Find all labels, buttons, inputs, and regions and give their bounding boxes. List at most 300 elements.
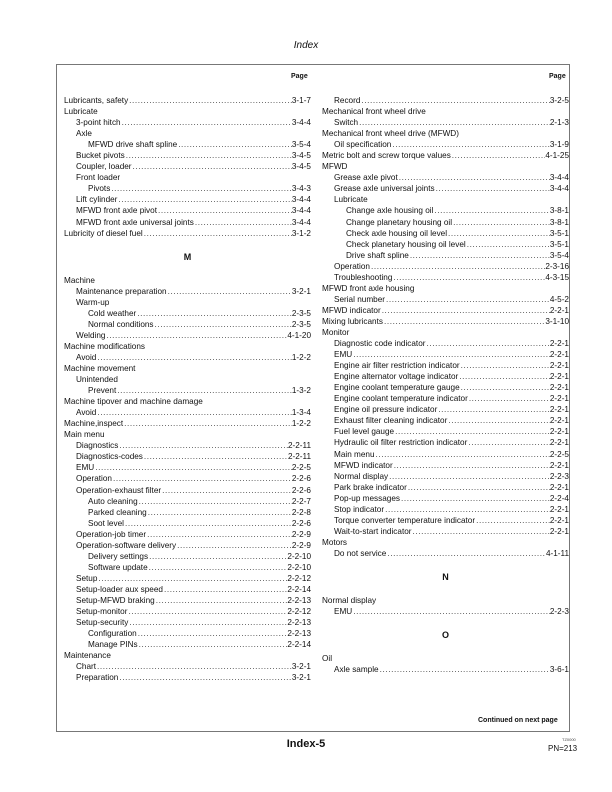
dot-leader — [137, 628, 288, 639]
index-entry-page: 2-2-11 — [287, 441, 311, 451]
index-entry — [64, 106, 311, 117]
index-entry-page: 2-2-1 — [549, 438, 569, 448]
index-entry-text: Operation-software delivery — [76, 540, 177, 550]
index-entry-text: Monitor — [322, 327, 350, 337]
index-entry-text: Grease axle universal joints — [334, 184, 435, 194]
index-entry — [322, 172, 569, 183]
index-entry-page: 2-2-1 — [549, 515, 569, 525]
dot-leader — [392, 272, 545, 283]
footer-pn: PN=213 — [548, 744, 578, 753]
index-entry-text: Lubricants, safety — [64, 96, 129, 105]
dot-leader — [425, 338, 549, 349]
dot-leader — [176, 540, 292, 551]
index-entry-page: 3-4-4 — [291, 118, 311, 128]
index-entry-text: Delivery settings — [88, 551, 149, 561]
index-entry — [322, 471, 569, 482]
index-entry — [322, 349, 569, 360]
index-entry-page: 3-2-1 — [291, 286, 311, 296]
index-entry-page: 2-2-1 — [549, 405, 569, 415]
index-letter-heading: O — [441, 630, 449, 641]
index-entry — [322, 537, 569, 548]
index-entry-page: 2-2-3 — [549, 471, 569, 481]
dot-leader — [110, 183, 292, 194]
index-entry — [64, 308, 311, 319]
index-entry — [64, 562, 311, 573]
index-entry-text: Diagnostic code indicator — [334, 339, 426, 349]
dot-leader — [118, 672, 292, 683]
index-entry-text: Setup-MFWD braking — [76, 595, 155, 605]
index-entry-page: 2-2-9 — [291, 529, 311, 539]
index-entry-page: 3-8-1 — [549, 206, 569, 216]
index-entry-text: Unintended — [76, 375, 118, 385]
index-entry-text: Setup-monitor — [76, 607, 128, 617]
dot-leader — [460, 382, 550, 393]
index-entry — [322, 128, 569, 139]
index-entry — [322, 316, 569, 327]
index-entry-page: 2-3-5 — [291, 319, 311, 329]
dot-leader — [409, 250, 550, 261]
index-entry-text: Cold weather — [88, 308, 137, 318]
dot-leader — [391, 139, 550, 150]
index-entry-text: MFWD front axle housing — [322, 283, 415, 293]
index-entry — [322, 393, 569, 404]
index-entry-text: Operation-job timer — [76, 529, 147, 539]
index-entry-page: 2-2-12 — [287, 573, 311, 583]
index-entry — [322, 360, 569, 371]
index-entry-page: 4-5-2 — [549, 294, 569, 304]
index-entry — [322, 606, 569, 617]
dot-leader — [118, 440, 288, 451]
dot-leader — [147, 507, 292, 518]
dot-leader — [370, 261, 545, 272]
index-entry-text: Check axle housing oil level — [346, 228, 448, 238]
index-entry-text: Record — [334, 96, 361, 105]
dot-leader — [384, 504, 550, 515]
index-entry — [64, 496, 311, 507]
index-entry — [322, 653, 569, 664]
index-entry — [64, 584, 311, 595]
index-entry-page: 1-2-2 — [291, 419, 311, 429]
index-entry-text: Bucket pivots — [76, 151, 125, 161]
index-entry-page: 4-1-25 — [545, 151, 569, 161]
index-entry-page: 3-4-4 — [291, 206, 311, 216]
index-entry — [322, 548, 569, 559]
index-entry — [64, 661, 311, 672]
dot-leader — [379, 664, 550, 675]
dot-leader — [352, 606, 550, 617]
index-letter-heading: N — [442, 571, 449, 582]
index-entry-page: 2-2-13 — [287, 629, 311, 639]
index-entry-text: Machine,inspect — [64, 419, 124, 429]
dot-leader — [96, 661, 292, 672]
index-entry-page: 3-5-1 — [549, 239, 569, 249]
index-entry-text: EMU — [76, 463, 95, 473]
index-entry — [322, 515, 569, 526]
index-entry — [322, 261, 569, 272]
dot-leader — [452, 217, 550, 228]
index-entry — [322, 106, 569, 117]
index-entry — [64, 573, 311, 584]
dot-leader — [94, 462, 292, 473]
index-entry-text: Oil — [322, 654, 333, 664]
index-entry-text: Mixing lubricants — [322, 316, 383, 326]
index-entry — [64, 540, 311, 551]
index-entry — [322, 95, 569, 106]
dot-leader — [375, 449, 550, 460]
index-entry — [64, 139, 311, 150]
dot-leader — [467, 437, 550, 448]
index-entry-page: 2-3-5 — [291, 308, 311, 318]
index-entry-text: Check planetary housing oil level — [346, 239, 466, 249]
index-entry-text: Soot level — [88, 518, 124, 528]
index-entry-text: Lubricate — [64, 107, 98, 117]
index-entry — [64, 205, 311, 216]
dot-leader — [121, 117, 292, 128]
index-entry — [64, 128, 311, 139]
index-entry — [322, 294, 569, 305]
index-entry-text: MFWD indicator — [334, 460, 393, 470]
index-entry-page: 3-5-4 — [291, 140, 311, 150]
dot-leader — [116, 385, 292, 396]
index-entry-text: EMU — [334, 350, 353, 360]
index-entry-text: MFWD front axle pivot — [76, 206, 157, 216]
index-entry-text: Main menu — [334, 449, 375, 459]
index-entry — [322, 239, 569, 250]
index-entry-text: 3-point hitch — [76, 118, 121, 128]
index-entry-page: 3-8-1 — [549, 217, 569, 227]
index-entry-text: Change planetary housing oil — [346, 217, 453, 227]
index-entry — [64, 518, 311, 529]
index-entry-page: 3-1-7 — [291, 96, 311, 105]
index-entry-page: 2-3-16 — [545, 261, 569, 271]
index-entry — [64, 628, 311, 639]
index-entry-text: Serial number — [334, 294, 385, 304]
page-column-heading-right: Page — [549, 73, 566, 80]
index-entry — [64, 407, 311, 418]
index-column-right — [322, 95, 569, 675]
index-entry — [322, 415, 569, 426]
index-entry — [322, 371, 569, 382]
index-entry — [64, 606, 311, 617]
index-entry-page: 2-2-3 — [549, 607, 569, 617]
index-entry-page: 3-4-3 — [291, 184, 311, 194]
index-entry — [64, 172, 311, 183]
index-entry-text: MFWD drive shaft spline — [88, 140, 178, 150]
dot-leader — [177, 139, 292, 150]
dot-leader — [143, 451, 288, 462]
dot-leader — [381, 305, 550, 316]
index-entry — [64, 385, 311, 396]
dot-leader — [385, 294, 550, 305]
index-entry-page: 2-2-1 — [549, 394, 569, 404]
index-entry — [64, 183, 311, 194]
index-entry-page: 1-3-4 — [291, 408, 311, 418]
dot-leader — [161, 485, 292, 496]
index-entry-page: 2-2-10 — [287, 562, 311, 572]
index-entry-text: Preparation — [76, 673, 119, 683]
index-entry-text: Operation — [76, 474, 112, 484]
index-entry-text: Engine coolant temperature gauge — [334, 383, 460, 393]
dot-leader — [412, 526, 550, 537]
index-entry-text: Drive shaft spline — [346, 250, 409, 260]
index-entry-page: 3-2-1 — [291, 662, 311, 672]
index-entry-page: 2-2-14 — [287, 584, 311, 594]
dot-leader — [460, 360, 550, 371]
index-entry-text: Avoid — [76, 352, 97, 362]
index-column-left — [64, 95, 311, 683]
index-entry-text: Mechanical front wheel drive — [322, 107, 426, 117]
index-entry-text: Engine alternator voltage indicator — [334, 372, 459, 382]
index-entry-text: Pivots — [88, 184, 111, 194]
dot-leader — [105, 330, 287, 341]
index-entry-text: Switch — [334, 118, 359, 128]
index-entry — [322, 161, 569, 172]
index-entry — [64, 363, 311, 374]
index-entry-text: Setup-loader aux speed — [76, 584, 163, 594]
index-entry-text: Diagnostics-codes — [76, 452, 143, 462]
index-entry-text: Welding — [76, 330, 106, 340]
index-entry-page: 3-5-1 — [549, 228, 569, 238]
index-entry — [322, 482, 569, 493]
index-entry-text: Metric bolt and screw torque values — [322, 151, 451, 161]
index-entry-page: 2-2-1 — [549, 460, 569, 470]
index-entry — [322, 426, 569, 437]
index-entry — [322, 272, 569, 283]
index-entry — [64, 396, 311, 407]
dot-leader — [447, 228, 550, 239]
index-entry-page: 2-2-14 — [287, 640, 311, 650]
index-entry — [322, 437, 569, 448]
index-entry — [64, 275, 311, 286]
index-entry-text: Pop-up messages — [334, 493, 400, 503]
index-entry — [64, 319, 311, 330]
dot-leader — [400, 493, 550, 504]
index-entry-page: 2-2-1 — [549, 350, 569, 360]
index-entry-page: 3-4-5 — [291, 151, 311, 161]
index-entry-text: Park brake indicator — [334, 482, 407, 492]
index-entry-page: 2-2-1 — [549, 416, 569, 426]
index-entry-text: Auto cleaning — [88, 496, 138, 506]
index-entry-text: Software update — [88, 562, 148, 572]
index-entry — [322, 228, 569, 239]
index-entry — [64, 650, 311, 661]
index-entry — [322, 449, 569, 460]
index-entry-text: MFWD front axle universal joints — [76, 217, 194, 227]
index-entry-text: Chart — [76, 662, 97, 672]
index-entry-text: MFWD indicator — [322, 305, 381, 315]
index-entry-page: 2-2-13 — [287, 595, 311, 605]
index-entry — [64, 595, 311, 606]
dot-leader — [437, 404, 550, 415]
dot-leader — [132, 161, 292, 172]
index-entry-page: 4-1-20 — [287, 330, 311, 340]
dot-leader — [138, 496, 292, 507]
dot-leader — [407, 482, 550, 493]
dot-leader — [383, 316, 545, 327]
index-entry-page: 3-1-9 — [549, 140, 569, 150]
index-entry — [64, 194, 311, 205]
index-entry-page: 2-2-6 — [291, 485, 311, 495]
page-column-heading-left: Page — [291, 73, 308, 80]
index-entry-text: Maintenance — [64, 651, 111, 661]
index-entry-text: Lift cylinder — [76, 195, 118, 205]
dot-leader — [148, 562, 288, 573]
index-entry-text: Hydraulic oil filter restriction indicator — [334, 438, 468, 448]
index-entry — [322, 217, 569, 228]
index-entry — [64, 418, 311, 429]
index-entry — [64, 286, 311, 297]
dot-leader — [148, 551, 287, 562]
index-entry-text: Motors — [322, 537, 348, 547]
index-entry — [64, 551, 311, 562]
dot-leader — [124, 518, 292, 529]
running-header-title: Index — [293, 40, 319, 51]
index-entry-page: 2-2-1 — [549, 339, 569, 349]
index-entry — [322, 504, 569, 515]
index-entry — [64, 341, 311, 352]
index-entry-text: Stop indicator — [334, 504, 385, 514]
index-entry — [64, 617, 311, 628]
index-entry-text: Troubleshooting — [334, 272, 393, 282]
index-entry — [64, 352, 311, 363]
index-entry-text: Mechanical front wheel drive (MFWD) — [322, 129, 459, 139]
index-entry-page: 2-2-12 — [287, 607, 311, 617]
index-entry — [64, 117, 311, 128]
index-entry-page: 2-2-11 — [287, 452, 311, 462]
index-entry — [322, 460, 569, 471]
index-entry-text: MFWD — [322, 162, 348, 172]
dot-leader — [194, 217, 292, 228]
continued-note: Continued on next page — [478, 717, 558, 724]
index-entry-text: Setup-security — [76, 618, 129, 628]
index-entry-text: Engine coolant temperature indicator — [334, 394, 468, 404]
index-entry-text: Exhaust filter cleaning indicator — [334, 416, 448, 426]
index-entry — [64, 429, 311, 440]
index-entry-text: Normal display — [334, 471, 389, 481]
index-entry — [322, 382, 569, 393]
index-entry-page: 2-2-6 — [291, 474, 311, 484]
index-entry-text: Normal conditions — [88, 319, 154, 329]
index-entry-text: Main menu — [64, 430, 105, 440]
index-entry — [322, 664, 569, 675]
index-entry — [64, 161, 311, 172]
index-entry — [64, 374, 311, 385]
index-entry-page: 2-2-1 — [549, 526, 569, 536]
index-entry-text: Manage PINs — [88, 640, 138, 650]
index-entry-page: 2-2-1 — [549, 482, 569, 492]
index-entry — [322, 205, 569, 216]
index-entry — [64, 451, 311, 462]
index-entry-text: Setup — [76, 573, 98, 583]
index-entry-text: Machine modifications — [64, 341, 146, 351]
index-entry-text: Machine tipover and machine damage — [64, 397, 203, 407]
index-entry — [64, 529, 311, 540]
index-entry — [322, 194, 569, 205]
footer-code: TZ0000 — [562, 737, 576, 742]
index-entry-page: 2-2-1 — [549, 383, 569, 393]
index-entry-text: EMU — [334, 607, 353, 617]
index-entry-page: 4-1-11 — [545, 548, 569, 558]
index-entry-text: Torque converter temperature indicator — [334, 515, 476, 525]
index-entry-page: 3-4-4 — [549, 184, 569, 194]
index-entry-page: 3-5-4 — [549, 250, 569, 260]
index-entry-page: 2-2-1 — [549, 372, 569, 382]
index-entry — [322, 526, 569, 537]
index-entry-page: 2-2-9 — [291, 540, 311, 550]
index-entry-page: 1-2-2 — [291, 352, 311, 362]
dot-leader — [394, 426, 550, 437]
index-entry-page: 2-2-5 — [291, 463, 311, 473]
dot-leader — [466, 239, 550, 250]
index-entry-text: Diagnostics — [76, 441, 119, 451]
dot-leader — [386, 548, 546, 559]
index-entry — [322, 595, 569, 606]
index-entry-text: Front loader — [76, 173, 121, 183]
index-entry-page: 2-2-4 — [549, 493, 569, 503]
dot-leader — [96, 407, 292, 418]
index-entry-text: Fuel level gauge — [334, 427, 395, 437]
dot-leader — [360, 95, 549, 106]
index-entry — [322, 338, 569, 349]
index-entry-text: Coupler, loader — [76, 162, 132, 172]
index-entry-text: Engine air filter restriction indicator — [334, 361, 460, 371]
index-letter-heading: M — [183, 251, 192, 262]
dot-leader — [393, 460, 550, 471]
index-entry-page: 2-2-1 — [549, 305, 569, 315]
dot-leader — [127, 606, 287, 617]
index-entry-text: Engine oil pressure indicator — [334, 405, 438, 415]
dot-leader — [136, 308, 292, 319]
index-entry — [322, 283, 569, 294]
dot-leader — [167, 286, 292, 297]
dot-leader — [352, 349, 550, 360]
dot-leader — [155, 595, 288, 606]
index-entry — [64, 507, 311, 518]
index-entry — [64, 462, 311, 473]
index-entry-text: Operation — [334, 261, 370, 271]
dot-leader — [475, 515, 550, 526]
dot-leader — [388, 471, 550, 482]
index-entry — [64, 297, 311, 308]
index-entry — [64, 485, 311, 496]
index-entry-text: Machine — [64, 275, 95, 285]
index-entry-page: 1-3-2 — [291, 386, 311, 396]
dot-leader — [435, 183, 550, 194]
index-entry-page: 4-3-15 — [545, 272, 569, 282]
index-entry-text: Wait-to-start indicator — [334, 526, 412, 536]
index-entry-page: 3-1-10 — [545, 316, 569, 326]
index-entry — [64, 639, 311, 650]
index-entry-text: Machine movement — [64, 363, 136, 373]
index-entry — [322, 404, 569, 415]
index-entry-page: 2-2-5 — [549, 449, 569, 459]
index-entry-text: Operation-exhaust filter — [76, 485, 162, 495]
dot-leader — [146, 529, 292, 540]
index-entry — [322, 139, 569, 150]
index-entry — [322, 150, 569, 161]
index-entry-page: 2-2-1 — [549, 504, 569, 514]
dot-leader — [458, 371, 550, 382]
index-entry-page: 2-2-10 — [287, 551, 311, 561]
index-entry — [322, 183, 569, 194]
index-entry — [64, 217, 311, 228]
index-entry-page: 2-1-3 — [549, 118, 569, 128]
index-entry — [64, 95, 311, 106]
index-entry — [64, 440, 311, 451]
index-entry-text: Configuration — [88, 629, 137, 639]
footer-page-label: Index-5 — [286, 738, 326, 750]
dot-leader — [123, 418, 292, 429]
